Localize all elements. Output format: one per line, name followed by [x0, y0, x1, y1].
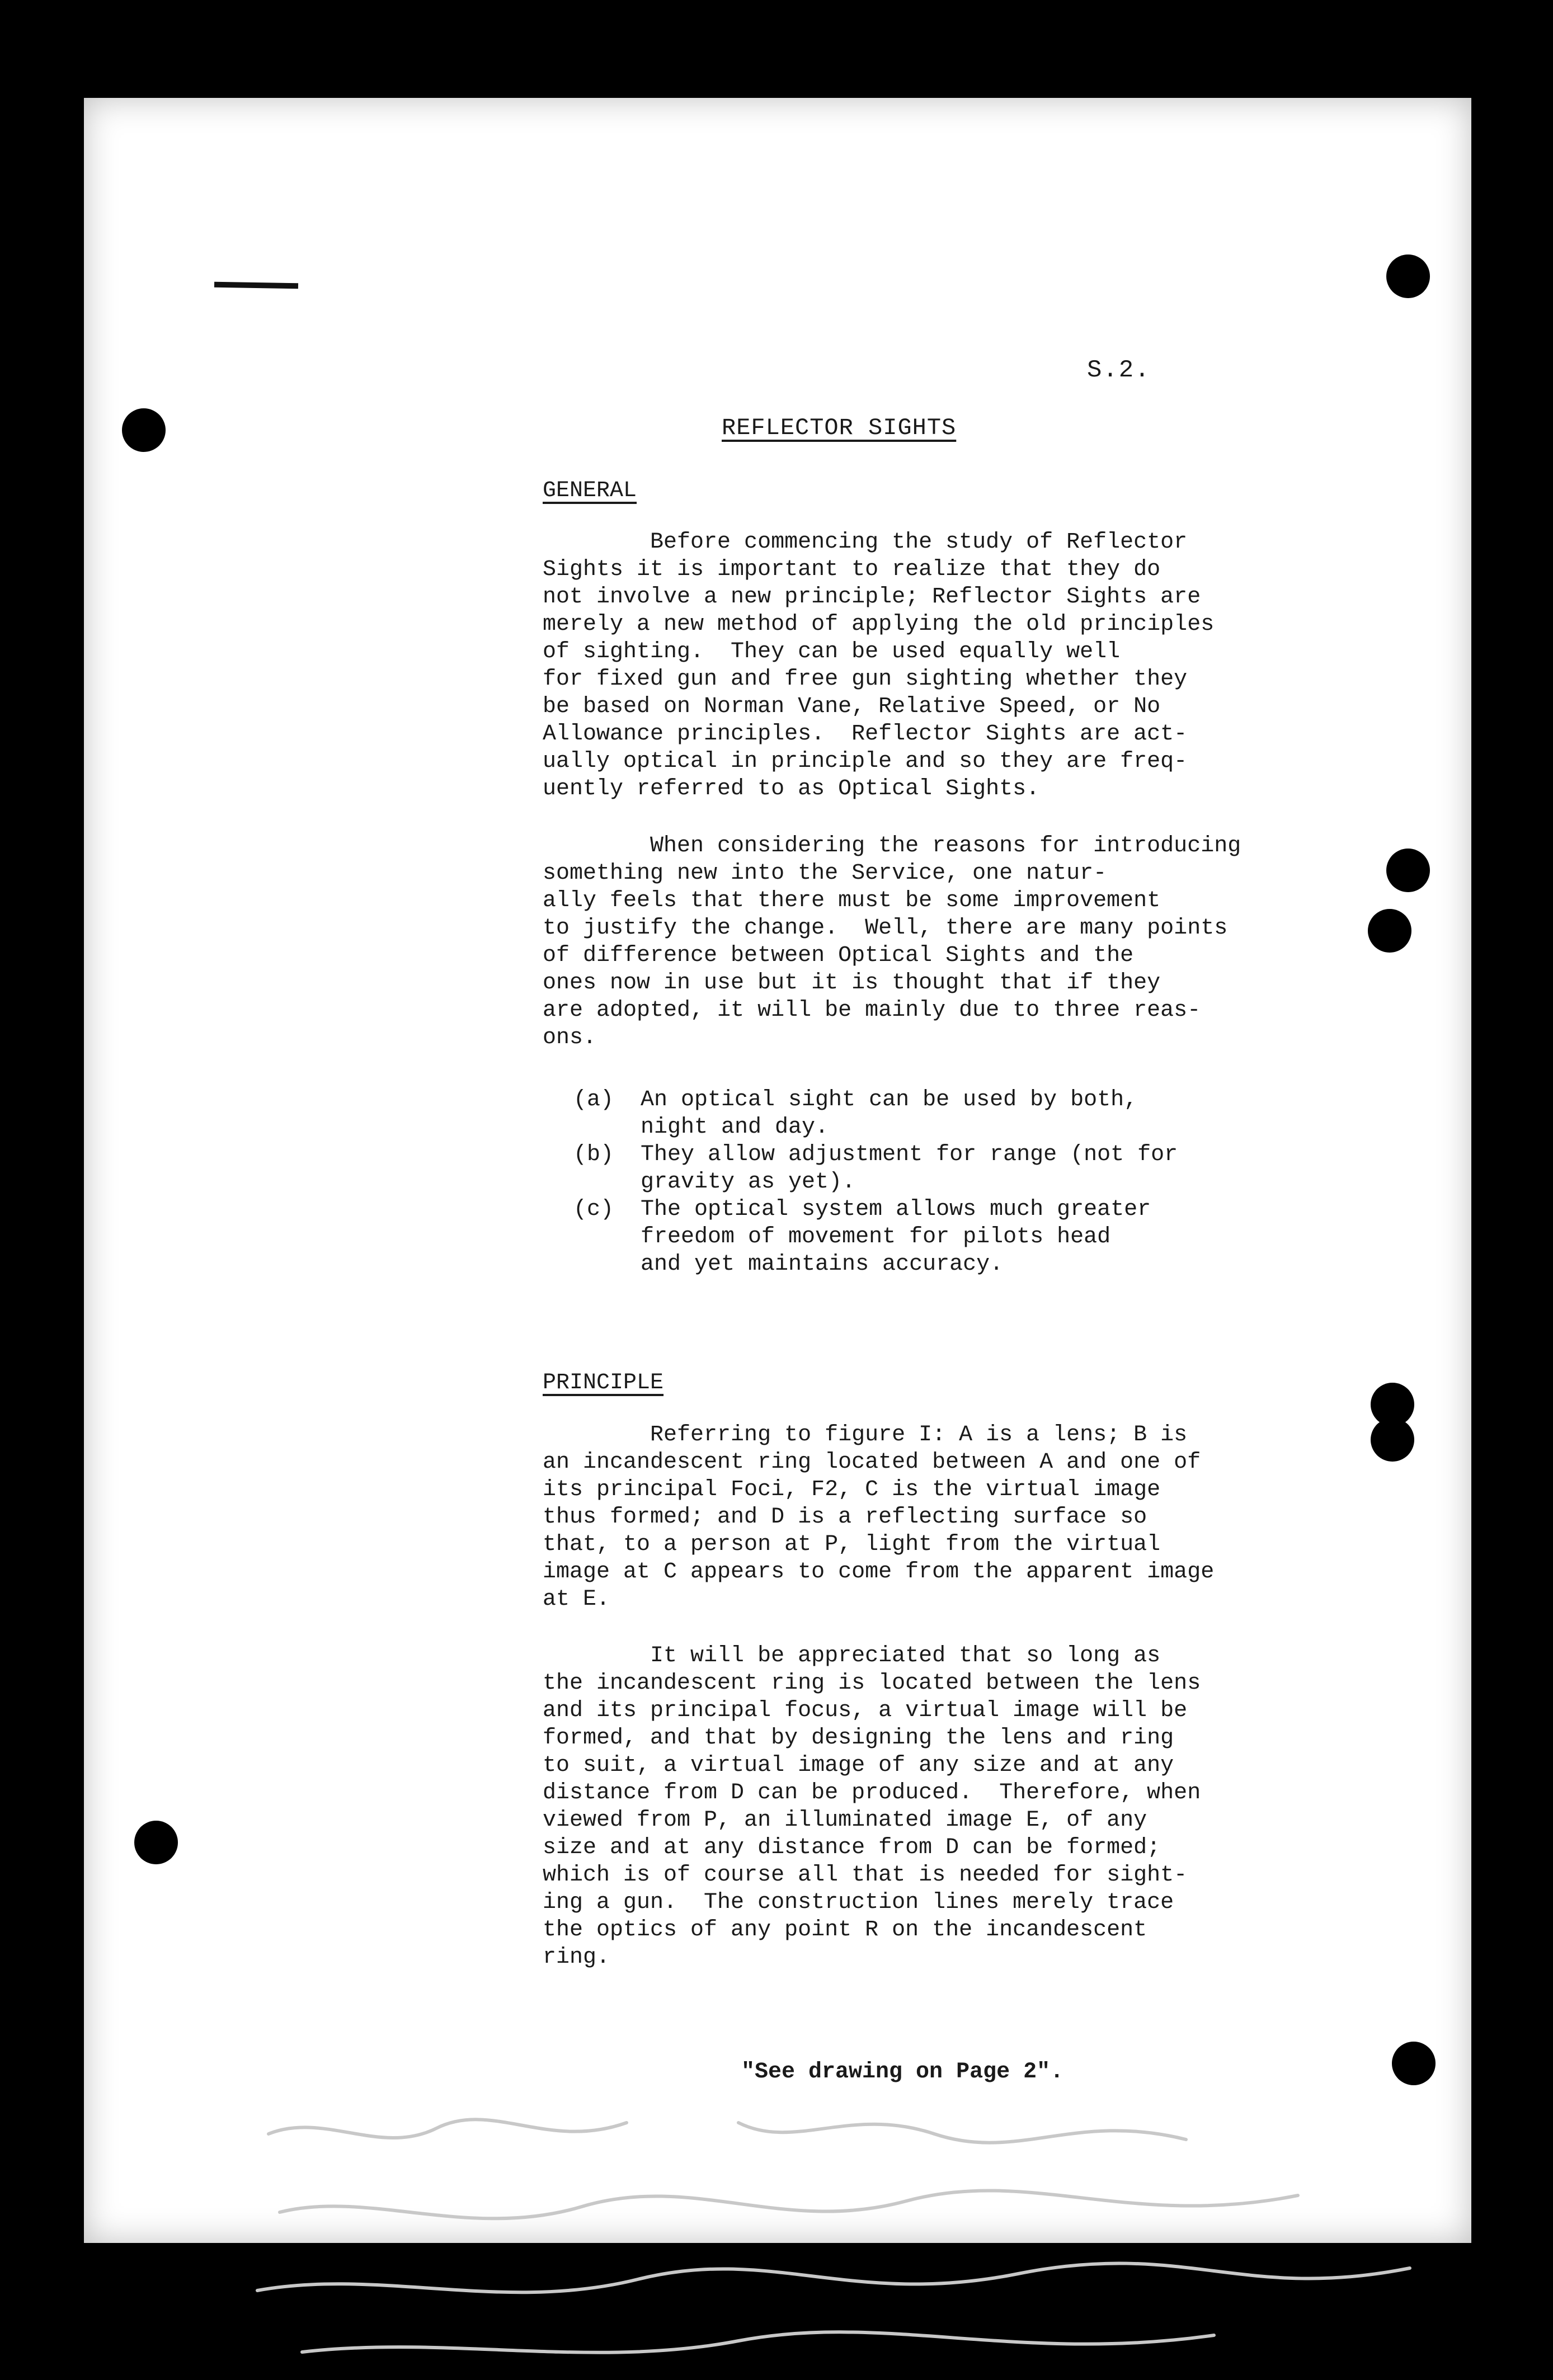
margin-pen-mark: [214, 282, 298, 289]
punch-hole: [1368, 909, 1411, 953]
punch-hole: [1386, 849, 1430, 892]
reason-marker: (c): [573, 1197, 614, 1222]
punch-hole: [134, 1821, 178, 1864]
document-title: REFLECTOR SIGHTS: [722, 414, 957, 441]
punch-hole: [122, 408, 166, 452]
section-heading-principle: PRINCIPLE: [543, 1370, 664, 1396]
reason-marker: (a): [573, 1087, 614, 1113]
paragraph-general-2: When considering the reasons for introducing something new into the Service, one natur- ally feels that there must be some improvement to justify the change. Well, there are many points of difference between Optical Sights and the ones now in use but it is thought that if they are adopted, it will be mainly due to three reas- ons.: [543, 833, 1241, 1050]
punch-hole: [1371, 1418, 1414, 1462]
punch-hole: [1386, 255, 1430, 298]
paragraph-general-1: Before commencing the study of Reflector Sights it is important to realize that they do not involve a new principle; Reflector Sights are merely a new method of applying the old principles of sighting. They can be used equally well for fixed gun and free gun sighting whether they be based on Norman Vane, Relative Speed, or No Allowance principles. Reflector Sights are act- ually optical in principle and so they are freq- uently referred to as Optical Sights.: [543, 530, 1215, 802]
reason-text: They allow adjustment for range (not for gravity as yet).: [641, 1142, 1178, 1195]
section-heading-general: GENERAL: [543, 478, 637, 503]
paragraph-principle-2: It will be appreciated that so long as the incandescent ring is located between the lens and its principal focus, a virtual image will be formed, and that by designing the lens and ring to suit, a virtual image of any size and at any distance from D can be produced. Therefore, when viewed from P, an illuminated image E, of any size and at any distance from D can be formed; which is of course all that is needed for sight- ing a gun. The construction lines merely trace the optics of any point R on the incandescent ring.: [543, 1643, 1201, 1970]
reason-text: An optical sight can be used by both, night and day.: [641, 1087, 1138, 1140]
reason-text: The optical system allows much greater freedom of movement for pilots head and yet maintains accuracy.: [641, 1197, 1151, 1277]
page-reference: S.2.: [1087, 356, 1151, 384]
document-page: [84, 98, 1471, 2243]
reason-marker: (b): [573, 1142, 614, 1167]
handwriting-bleed-through: [235, 2100, 1494, 2380]
paragraph-principle-1: Referring to figure I: A is a lens; B is an incandescent ring located between A and one of its principal Foci, F2, C is the virtual image thus formed; and D is a reflecting surface so that, to a person at P, light from the virtual image at C appears to come from the apparent image at E.: [543, 1422, 1215, 1612]
footer-note: "See drawing on Page 2".: [741, 2059, 1064, 2085]
punch-hole: [1392, 2042, 1436, 2085]
